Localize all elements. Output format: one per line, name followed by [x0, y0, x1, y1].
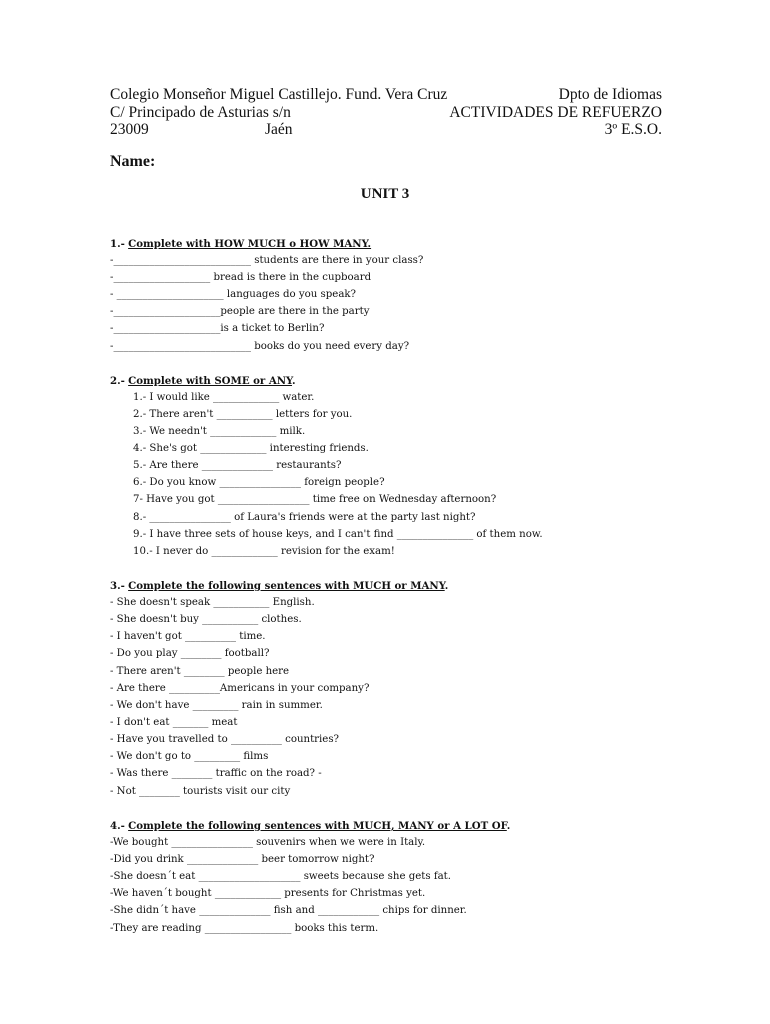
exercise-item: - We don't go to _________ films: [110, 751, 269, 762]
exercise-item: - There aren't ________ people here: [110, 666, 290, 677]
exercise-item: -___________________ bread is there in the cupboard: [110, 272, 372, 283]
unit-title: UNIT 3: [360, 186, 410, 202]
exercise-item: - I haven't got __________ time.: [110, 631, 266, 642]
exercise-item: -Did you drink ______________ beer tomorrow night?: [110, 854, 375, 865]
section-4-title: Complete the following sentences with MUCH, MANY or A LOT OF: [128, 820, 507, 832]
exercise-item: -___________________________ books do you need every day?: [110, 341, 410, 352]
exercise-item: 9.- I have three sets of house keys, and I can't find _______________ of them now.: [133, 529, 543, 540]
section-1-title: Complete with HOW MUCH o HOW MANY.: [128, 238, 372, 250]
section-2-number: 2.-: [110, 375, 125, 387]
exercise-item: -_____________________people are there in the party: [110, 306, 370, 317]
course-level: 3º E.S.O.: [604, 121, 662, 138]
section-2-title: Complete with SOME or ANY: [128, 375, 293, 387]
exercise-item: -We bought ________________ souvenirs when we were in Italy.: [110, 837, 426, 848]
exercise-item: -She didn´t have ______________ fish and ____________ chips for dinner.: [110, 905, 467, 916]
section-3-title: Complete the following sentences with MUCH or MANY: [128, 580, 445, 592]
exercise-item: - _____________________ languages do you speak?: [110, 289, 357, 300]
exercise-item: 1.- I would like _____________ water.: [133, 392, 315, 403]
exercise-item: -We haven´t bought _____________ presents for Christmas yet.: [110, 888, 426, 899]
exercise-item: 8.- ________________ of Laura's friends were at the party last night?: [133, 512, 476, 523]
section-2-heading: [110, 375, 296, 387]
school-address: C/ Principado de Asturias s/n: [110, 104, 291, 121]
exercise-item: - Not ________ tourists visit our city: [110, 786, 291, 797]
exercise-item: - I don't eat _______ meat: [110, 717, 238, 728]
department-name: Dpto de Idiomas: [558, 86, 662, 103]
exercise-item: -She doesn´t eat ____________________ sweets because she gets fat.: [110, 871, 451, 882]
activity-title: ACTIVIDADES DE REFUERZO: [449, 104, 662, 121]
section-1-heading: [110, 238, 371, 250]
section-3-number: 3.-: [110, 580, 125, 592]
exercise-item: 10.- I never do _____________ revision for the exam!: [133, 546, 395, 557]
section-1-number: 1.-: [110, 238, 125, 250]
section-3-heading: [110, 580, 448, 592]
exercise-item: - She doesn't speak ___________ English.: [110, 597, 315, 608]
exercise-item: - She doesn't buy ___________ clothes.: [110, 614, 302, 625]
exercise-item: 3.- We needn't _____________ milk.: [133, 426, 306, 437]
section-4-title-suffix: .: [506, 820, 511, 832]
section-2-title-suffix: .: [292, 375, 296, 387]
name-label: Name:: [110, 153, 156, 170]
exercise-item: -___________________________ students are there in your class?: [110, 255, 424, 266]
city-name: Jaén: [265, 121, 293, 138]
exercise-item: - Have you travelled to __________ countries?: [110, 734, 340, 745]
section-4-heading: [110, 820, 510, 832]
exercise-item: - Are there __________Americans in your company?: [110, 683, 370, 694]
exercise-item: -They are reading _________________ books this term.: [110, 923, 379, 934]
section-4-number: 4.-: [110, 820, 125, 832]
exercise-item: 4.- She's got _____________ interesting friends.: [133, 443, 369, 454]
exercise-item: - We don't have _________ rain in summer.: [110, 700, 323, 711]
exercise-item: -_____________________is a ticket to Berlin?: [110, 323, 325, 334]
exercise-item: 6.- Do you know ________________ foreign people?: [133, 477, 385, 488]
postal-code: 23009: [110, 121, 149, 138]
section-3-title-suffix: .: [444, 580, 449, 592]
exercise-item: - Do you play ________ football?: [110, 648, 270, 659]
exercise-item: 7- Have you got __________________ time free on Wednesday afternoon?: [133, 494, 497, 505]
exercise-item: 2.- There aren't ___________ letters for you.: [133, 409, 353, 420]
exercise-item: 5.- Are there ______________ restaurants?: [133, 460, 342, 471]
exercise-item: - Was there ________ traffic on the road? -: [110, 768, 322, 779]
school-name: Colegio Monseñor Miguel Castillejo. Fund. Vera Cruz: [110, 86, 448, 103]
